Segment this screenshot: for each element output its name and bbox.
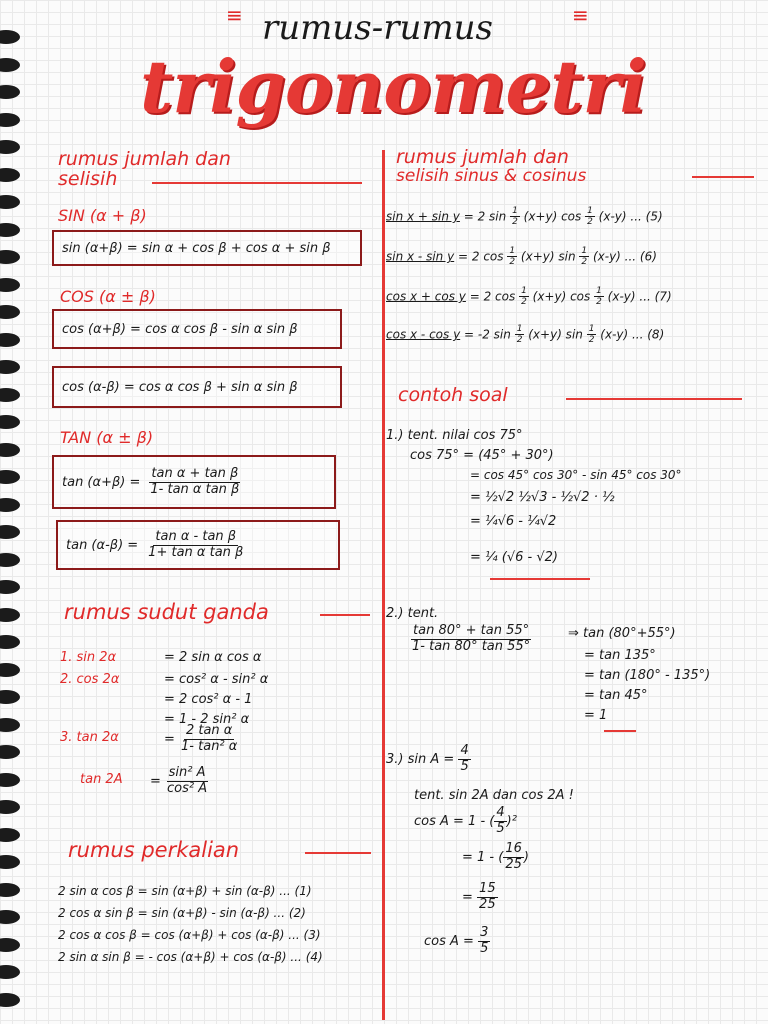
binder-hole — [0, 663, 20, 677]
half-den: 2 — [521, 297, 527, 308]
binder-hole — [0, 305, 20, 319]
binder-hole — [0, 745, 20, 759]
cos-minus-box — [52, 366, 342, 408]
half-fraction — [507, 246, 517, 268]
sin-formula: sin (α+β) = sin α + cos β + cos α + sin β — [62, 240, 331, 256]
tan-plus-numerator: tan α + tan β — [151, 465, 239, 481]
ex3-l3-fraction — [477, 882, 498, 913]
ex2-line2: = tan 135° — [584, 648, 656, 663]
ex3-l2-num: 16 — [505, 841, 522, 856]
binder-hole — [0, 718, 20, 732]
sin-formula-box — [52, 230, 362, 266]
ex2-line4: = tan 45° — [584, 688, 648, 703]
ex3-line2 — [462, 842, 529, 873]
sincos-lhs: cos x + cos y — [386, 289, 466, 304]
binder-hole — [0, 140, 20, 154]
section-heading-double-angle: rumus sudut ganda — [64, 600, 269, 624]
binder-hole — [0, 993, 20, 1007]
binder-hole — [0, 855, 20, 869]
ex1-question: 1.) tent. nilai cos 75° — [386, 428, 523, 443]
heading-underline — [152, 182, 362, 184]
ex1-line2: = cos 45° cos 30° - sin 45° cos 30° — [470, 468, 682, 482]
ex2-line5: = 1 — [584, 708, 608, 723]
half-num: 1 — [512, 206, 518, 216]
tan-plus-lhs: tan (α+β) = — [62, 474, 141, 490]
binder-hole — [0, 525, 20, 539]
half-den: 2 — [581, 257, 588, 268]
sincos-b: (x-y) ... (6) — [592, 249, 657, 264]
binder-hole — [0, 965, 20, 979]
answer-underline — [604, 730, 636, 732]
binder-holes — [0, 0, 44, 1024]
ex3-l4-num: 3 — [480, 925, 489, 940]
double-l3-rhs — [164, 724, 239, 755]
sincos-b: (x-y) ... (5) — [598, 209, 663, 224]
ex3-l2-den: 25 — [505, 856, 522, 872]
double-l4-label: tan 2A — [80, 772, 123, 787]
sincos-formula-r8 — [386, 324, 664, 346]
binder-hole — [0, 250, 20, 264]
deco-left-icon: ≡ — [226, 3, 243, 27]
ex3-l2-fraction — [503, 842, 524, 873]
section-heading-examples: contoh soal — [398, 384, 508, 406]
binder-hole — [0, 553, 20, 567]
section-heading-product: rumus perkalian — [68, 838, 240, 862]
sincos-b: (x-y) ... (7) — [607, 289, 672, 304]
ex1-line1: cos 75° = (45° + 30°) — [410, 448, 554, 463]
binder-hole — [0, 608, 20, 622]
half-num: 1 — [521, 286, 527, 296]
half-fraction — [510, 206, 520, 228]
tan-minus-box — [56, 520, 340, 570]
sincos-a: (x+y) cos — [532, 289, 591, 304]
product-2: 2 cos α sin β = sin (α+β) - sin (α-β) ... (2) — [58, 906, 306, 920]
ex3-q-text: 3.) sin A = — [386, 751, 455, 767]
ex3-l3-num: 15 — [479, 881, 496, 896]
ex3-line1 — [414, 806, 517, 837]
ex3-l1-num: 4 — [496, 805, 505, 820]
binder-hole — [0, 168, 20, 182]
ex3-l1-rhs: )² — [506, 813, 517, 829]
product-1: 2 sin α cos β = sin (α+β) + sin (α-β) ... (1) — [58, 884, 312, 898]
section-heading-sum-diff-2: selisih — [58, 168, 118, 190]
ex3-l3-lhs: = — [462, 889, 473, 905]
half-num: 1 — [581, 246, 588, 256]
heading-underline — [566, 398, 742, 400]
section-heading-sincos: rumus jumlah dan — [396, 146, 569, 168]
double-l2-label: 2. cos 2α — [60, 672, 120, 687]
half-den: 2 — [509, 257, 516, 268]
half-den: 2 — [596, 297, 602, 308]
half-fraction — [594, 286, 604, 308]
half-fraction — [519, 286, 529, 308]
half-num: 1 — [588, 324, 595, 334]
double-l3-label: 3. tan 2α — [60, 730, 119, 745]
double-l2-rhs2: = 2 cos² α - 1 — [164, 692, 253, 707]
tan-minus-lhs: tan (α-β) = — [66, 537, 139, 553]
half-den: 2 — [516, 335, 523, 346]
ex2-fraction-wrap — [410, 624, 532, 655]
ex3-l4-lhs: cos A = — [424, 933, 474, 949]
section-heading-sum-diff: rumus jumlah dan — [58, 148, 231, 170]
ex1-line4: = ¼√6 - ¼√2 — [470, 514, 557, 529]
tan-minus-numerator: tan α - tan β — [155, 528, 237, 544]
binder-hole — [0, 635, 20, 649]
ex3-l2-lhs: = 1 - ( — [462, 849, 504, 865]
sincos-lhs: sin x - sin y — [386, 249, 455, 264]
tan-minus-fraction — [146, 530, 245, 561]
double-l2-rhs1: = cos² α - sin² α — [164, 672, 269, 687]
equals-sign: = — [164, 731, 180, 747]
sincos-lhs: cos x - cos y — [386, 327, 461, 342]
sincos-lhs: sin x + sin y — [386, 209, 460, 224]
cos-minus-formula: cos (α-β) = cos α cos β + sin α sin β — [62, 379, 298, 395]
heading-underline — [320, 614, 370, 616]
binder-hole — [0, 388, 20, 402]
tan-plus-denominator: 1- tan α tan β — [150, 481, 240, 497]
product-4: 2 sin α sin β = - cos (α+β) + cos (α-β) ... (4) — [58, 950, 323, 964]
binder-hole — [0, 828, 20, 842]
heading-underline — [305, 852, 371, 854]
ex1-line5: = ¼ (√6 - √2) — [470, 550, 558, 565]
binder-hole — [0, 470, 20, 484]
tan-plus-box — [52, 455, 336, 509]
half-fraction — [515, 324, 525, 346]
ex3-q-fraction — [458, 744, 470, 775]
ex3-line3 — [462, 882, 498, 913]
sincos-b: (x-y) ... (8) — [600, 327, 665, 342]
ex3-l2-rhs: ) — [523, 849, 529, 865]
ex3-question — [386, 744, 471, 775]
binder-hole — [0, 938, 20, 952]
sincos-a: (x+y) cos — [523, 209, 582, 224]
half-num: 1 — [587, 206, 593, 216]
product-3: 2 cos α cos β = cos (α+β) + cos (α-β) ... (3) — [58, 928, 321, 942]
half-fraction — [587, 324, 597, 346]
tan-minus-denominator: 1+ tan α tan β — [148, 544, 244, 560]
sincos-a: (x+y) sin — [528, 327, 583, 342]
binder-hole — [0, 333, 20, 347]
double-l3-den: 1- tan² α — [181, 738, 238, 754]
ex3-l3-den: 25 — [479, 896, 496, 912]
double-l1-rhs: = 2 sin α cos α — [164, 650, 262, 665]
half-fraction — [585, 206, 595, 228]
half-den: 2 — [588, 335, 595, 346]
half-den: 2 — [587, 217, 593, 228]
double-l4-fraction — [165, 766, 209, 797]
binder-hole — [0, 113, 20, 127]
ex2-num: tan 80° + tan 55° — [413, 623, 530, 638]
sincos-formula-r5 — [386, 206, 663, 228]
binder-hole — [0, 443, 20, 457]
cos-plus-box — [52, 309, 342, 349]
binder-hole — [0, 58, 20, 72]
ex2-fraction — [410, 624, 532, 655]
sincos-formula-r6 — [386, 246, 657, 268]
double-l3-fraction — [179, 724, 239, 755]
binder-hole — [0, 498, 20, 512]
ex2-den: 1- tan 80° tan 55° — [412, 638, 531, 654]
ex3-l1-den: 5 — [496, 820, 505, 836]
heading-underline — [692, 176, 754, 178]
equals-sign: = — [150, 773, 166, 789]
header-title: trigonometri — [140, 44, 646, 129]
half-num: 1 — [509, 246, 516, 256]
binder-hole — [0, 195, 20, 209]
ex2-line1: ⇒ tan (80°+55°) — [568, 626, 676, 641]
sincos-mid: = 2 cos — [469, 289, 516, 304]
half-fraction — [579, 246, 589, 268]
cos-plus-formula: cos (α+β) = cos α cos β - sin α sin β — [62, 321, 298, 337]
binder-hole — [0, 278, 20, 292]
half-num: 1 — [596, 286, 602, 296]
binder-hole — [0, 580, 20, 594]
sincos-mid: = 2 cos — [458, 249, 504, 264]
column-divider — [382, 150, 385, 1020]
ex3-l4-den: 5 — [480, 940, 489, 956]
section-heading-sincos-2: selisih sinus & cosinus — [396, 166, 587, 186]
double-l4-rhs — [150, 766, 209, 797]
ex2-question: 2.) tent. — [386, 606, 439, 621]
binder-hole — [0, 30, 20, 44]
tan-plus-fraction — [148, 467, 241, 498]
binder-hole — [0, 415, 20, 429]
double-l2-rhs3: = 1 - 2 sin² α — [164, 712, 250, 727]
ex2-line3: = tan (180° - 135°) — [584, 668, 711, 683]
binder-hole — [0, 773, 20, 787]
binder-hole — [0, 223, 20, 237]
sin-label: SIN (α + β) — [58, 206, 147, 225]
deco-right-icon: ≡ — [572, 3, 589, 27]
half-num: 1 — [516, 324, 523, 334]
ex3-l1-lhs: cos A = 1 - ( — [414, 813, 495, 829]
binder-hole — [0, 360, 20, 374]
header-subtitle: rumus-rumus — [262, 8, 493, 48]
ex3-l1-fraction — [494, 806, 506, 837]
ex3-task: tent. sin 2A dan cos 2A ! — [414, 788, 574, 803]
cos-label: COS (α ± β) — [60, 287, 156, 306]
half-den: 2 — [512, 217, 518, 228]
binder-hole — [0, 690, 20, 704]
ex1-line3: = ½√2 ½√3 - ½√2 · ½ — [470, 490, 615, 505]
double-l4-den: cos² A — [167, 780, 208, 796]
ex3-line4 — [424, 926, 490, 957]
binder-hole — [0, 800, 20, 814]
answer-underline — [490, 578, 590, 580]
ex3-l4-fraction — [478, 926, 490, 957]
sincos-a: (x+y) sin — [520, 249, 576, 264]
double-l3-num: 2 tan α — [185, 723, 233, 738]
double-l4-num: sin² A — [168, 765, 206, 780]
binder-hole — [0, 85, 20, 99]
sincos-mid: = -2 sin — [464, 327, 511, 342]
ex3-q-num: 4 — [460, 743, 469, 758]
binder-hole — [0, 883, 20, 897]
double-l1-label: 1. sin 2α — [60, 650, 117, 665]
tan-label: TAN (α ± β) — [60, 428, 154, 447]
binder-hole — [0, 910, 20, 924]
ex3-q-den: 5 — [460, 758, 469, 774]
sincos-formula-r7 — [386, 286, 672, 308]
sincos-mid: = 2 sin — [463, 209, 507, 224]
